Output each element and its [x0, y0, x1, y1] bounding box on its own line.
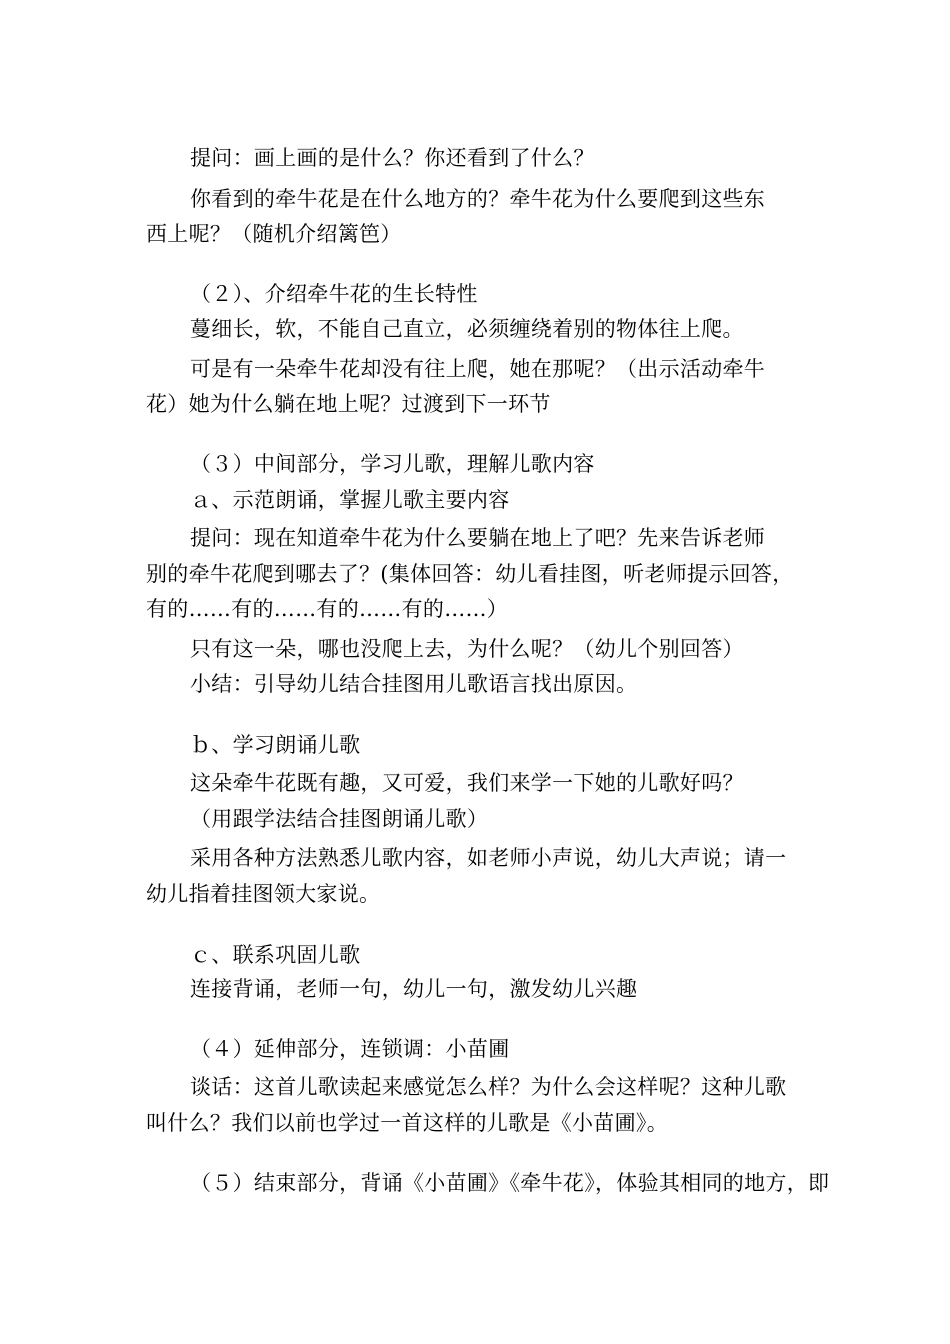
paragraph-line: 只有这一朵，哪也没爬上去，为什么呢？（幼儿个别回答） [190, 637, 744, 661]
section-heading: （５）结束部分，背诵《小苗圃》《牵牛花》，体验其相同的地方，即 [190, 1171, 830, 1195]
section-heading: （３）中间部分，学习儿歌，理解儿歌内容 [190, 452, 595, 476]
subsection-heading: ａ、示范朗诵，掌握儿歌主要内容 [190, 488, 510, 512]
paragraph-line: 谈话：这首儿歌读起来感觉怎么样？为什么会这样呢？这种儿歌 [190, 1075, 787, 1099]
subsection-heading: ｂ、学习朗诵儿歌 [190, 733, 361, 757]
paragraph-line: 提问：现在知道牵牛花为什么要躺在地上了吧？先来告诉老师 [190, 526, 766, 550]
paragraph-line: 蔓细长，软，不能自己直立，必须缠绕着别的物体往上爬。 [190, 317, 744, 341]
section-heading: （２）、介绍牵牛花的生长特性 [190, 282, 478, 306]
question-line: 你看到的牵牛花是在什么地方的？牵牛花为什么要爬到这些东 [190, 187, 766, 211]
paragraph-line-continued: 别的牵牛花爬到哪去了？(集体回答：幼儿看挂图，听老师提示回答， [146, 562, 794, 586]
subsection-heading: ｃ、联系巩固儿歌 [190, 943, 361, 967]
paragraph-line-continued: 叫什么？我们以前也学过一首这样的儿歌是《小苗圃》。 [146, 1111, 668, 1135]
paragraph-line: 采用各种方法熟悉儿歌内容，如老师小声说，幼儿大声说；请一 [190, 846, 787, 870]
question-line-continued: 西上呢？（随机介绍篱笆） [146, 222, 402, 246]
summary-line: 小结：引导幼儿结合挂图用儿歌语言找出原因。 [190, 672, 638, 696]
paragraph-line: 这朵牵牛花既有趣，又可爱，我们来学一下她的儿歌好吗？ [190, 771, 744, 795]
question-line: 提问：画上画的是什么？你还看到了什么？ [190, 146, 595, 170]
paragraph-line-continued: 幼儿指着挂图领大家说。 [146, 882, 381, 906]
paragraph-line-continued: 有的……有的……有的……有的……） [146, 597, 509, 621]
paragraph-line: （用跟学法结合挂图朗诵儿歌） [190, 807, 489, 831]
paragraph-line: 可是有一朵牵牛花却没有往上爬，她在那呢？（出示活动牵牛 [190, 357, 766, 381]
paragraph-line-continued: 花）她为什么躺在地上呢？过渡到下一环节 [146, 392, 551, 416]
section-heading: （４）延伸部分，连锁调：小苗圃 [190, 1037, 510, 1061]
paragraph-line: 连接背诵，老师一句，幼儿一句，激发幼儿兴趣 [190, 977, 638, 1001]
